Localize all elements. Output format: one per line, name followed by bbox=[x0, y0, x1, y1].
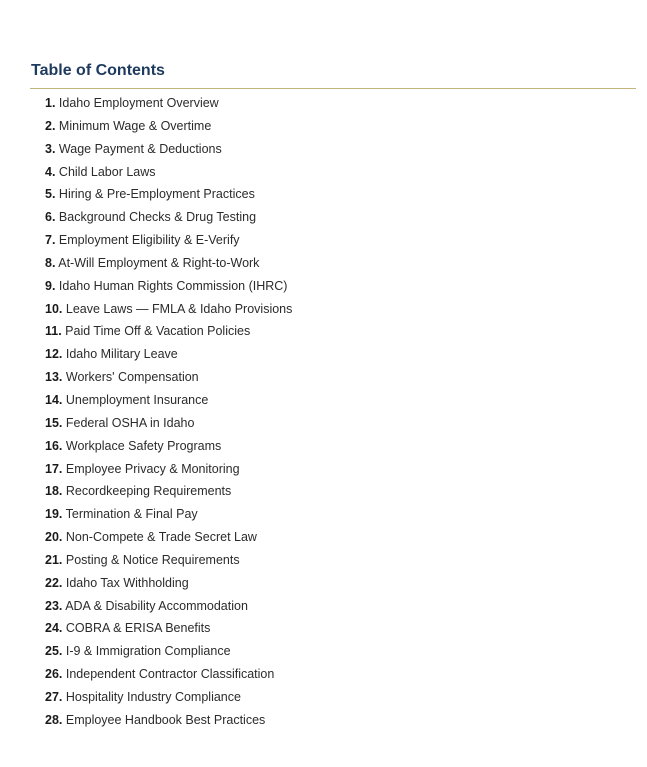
toc-item-number: 3. bbox=[45, 141, 56, 156]
toc-item[interactable] bbox=[45, 549, 625, 572]
toc-item[interactable] bbox=[45, 161, 625, 184]
toc-item-number: 25. bbox=[45, 644, 63, 659]
toc-item-label: Non-Compete & Trade Secret Law bbox=[65, 530, 257, 545]
toc-item-number: 28. bbox=[45, 712, 63, 727]
toc-item-number: 4. bbox=[45, 164, 56, 179]
toc-item[interactable] bbox=[45, 389, 625, 412]
toc-item-label: Workers' Compensation bbox=[65, 370, 199, 385]
toc-item-number: 21. bbox=[45, 552, 63, 567]
toc-item-label: Recordkeeping Requirements bbox=[65, 484, 232, 499]
toc-item-label: Paid Time Off & Vacation Policies bbox=[65, 324, 251, 339]
toc-item[interactable] bbox=[45, 640, 625, 663]
toc-item-number: 23. bbox=[45, 598, 63, 613]
toc-item-number: 10. bbox=[45, 301, 63, 316]
toc-item[interactable] bbox=[45, 595, 625, 618]
toc-item[interactable] bbox=[45, 480, 625, 503]
toc-item-number: 17. bbox=[45, 461, 63, 476]
toc-item-number: 19. bbox=[45, 507, 63, 522]
toc-list bbox=[45, 92, 625, 732]
toc-item-label: Independent Contractor Classification bbox=[65, 667, 275, 682]
toc-item-number: 7. bbox=[45, 233, 56, 248]
toc-item[interactable] bbox=[45, 320, 625, 343]
toc-item[interactable] bbox=[45, 572, 625, 595]
toc-item-label: ADA & Disability Accommodation bbox=[65, 598, 248, 613]
toc-item[interactable] bbox=[45, 526, 625, 549]
toc-item-number: 15. bbox=[45, 415, 63, 430]
toc-item-number: 18. bbox=[45, 484, 63, 499]
toc-item[interactable] bbox=[45, 229, 625, 252]
toc-item-number: 22. bbox=[45, 575, 63, 590]
toc-item-number: 20. bbox=[45, 530, 63, 545]
toc-item[interactable] bbox=[45, 458, 625, 481]
toc-item[interactable] bbox=[45, 686, 625, 709]
toc-item[interactable] bbox=[45, 298, 625, 321]
toc-item-label: Unemployment Insurance bbox=[65, 392, 209, 407]
toc-item-label: Wage Payment & Deductions bbox=[58, 141, 222, 156]
toc-item-number: 8. bbox=[45, 255, 56, 270]
toc-item-label: Idaho Military Leave bbox=[65, 347, 178, 362]
toc-item-label: Hiring & Pre-Employment Practices bbox=[58, 187, 255, 202]
toc-item-label: Employee Privacy & Monitoring bbox=[65, 461, 240, 476]
toc-item-number: 12. bbox=[45, 347, 63, 362]
toc-item-number: 5. bbox=[45, 187, 56, 202]
toc-item[interactable] bbox=[45, 275, 625, 298]
toc-item[interactable] bbox=[45, 412, 625, 435]
toc-item-number: 26. bbox=[45, 667, 63, 682]
toc-item[interactable] bbox=[45, 252, 625, 275]
toc-item[interactable] bbox=[45, 617, 625, 640]
toc-item-label: Background Checks & Drug Testing bbox=[58, 210, 257, 225]
toc-item[interactable] bbox=[45, 138, 625, 161]
toc-item-number: 16. bbox=[45, 438, 63, 453]
toc-item-number: 11. bbox=[45, 324, 62, 339]
toc-item-label: Termination & Final Pay bbox=[65, 507, 198, 522]
toc-item[interactable] bbox=[45, 343, 625, 366]
toc-item-label: COBRA & ERISA Benefits bbox=[65, 621, 211, 636]
toc-item-number: 2. bbox=[45, 118, 56, 133]
toc-item[interactable] bbox=[45, 663, 625, 686]
title-divider bbox=[30, 88, 636, 89]
toc-item-label: Minimum Wage & Overtime bbox=[58, 118, 212, 133]
toc-item-label: Idaho Human Rights Commission (IHRC) bbox=[58, 278, 288, 293]
toc-item-number: 9. bbox=[45, 278, 56, 293]
toc-item-label: Employment Eligibility & E-Verify bbox=[58, 233, 240, 248]
toc-item-label: Idaho Tax Withholding bbox=[65, 575, 189, 590]
toc-item-label: Leave Laws — FMLA & Idaho Provisions bbox=[65, 301, 293, 316]
toc-item[interactable] bbox=[45, 206, 625, 229]
toc-title: Table of Contents bbox=[31, 62, 165, 79]
toc-item[interactable] bbox=[45, 115, 625, 138]
toc-item[interactable] bbox=[45, 709, 625, 732]
toc-item-number: 13. bbox=[45, 370, 63, 385]
toc-item-label: Employee Handbook Best Practices bbox=[65, 712, 266, 727]
toc-item-label: I-9 & Immigration Compliance bbox=[65, 644, 231, 659]
toc-item-label: Hospitality Industry Compliance bbox=[65, 689, 241, 704]
toc-item[interactable] bbox=[45, 503, 625, 526]
toc-item-number: 24. bbox=[45, 621, 63, 636]
toc-item-number: 27. bbox=[45, 689, 63, 704]
toc-item-number: 14. bbox=[45, 392, 63, 407]
toc-item[interactable] bbox=[45, 366, 625, 389]
toc-item[interactable] bbox=[45, 435, 625, 458]
toc-item-number: 6. bbox=[45, 210, 56, 225]
toc-item-label: Posting & Notice Requirements bbox=[65, 552, 240, 567]
toc-item[interactable] bbox=[45, 92, 625, 115]
toc-item-label: Child Labor Laws bbox=[58, 164, 156, 179]
toc-item-label: Workplace Safety Programs bbox=[65, 438, 222, 453]
toc-item[interactable] bbox=[45, 183, 625, 206]
toc-item-label: Federal OSHA in Idaho bbox=[65, 415, 195, 430]
toc-item-label: At-Will Employment & Right-to-Work bbox=[58, 255, 260, 270]
toc-item-number: 1. bbox=[45, 96, 56, 110]
toc-item-label: Idaho Employment Overview bbox=[58, 96, 219, 110]
